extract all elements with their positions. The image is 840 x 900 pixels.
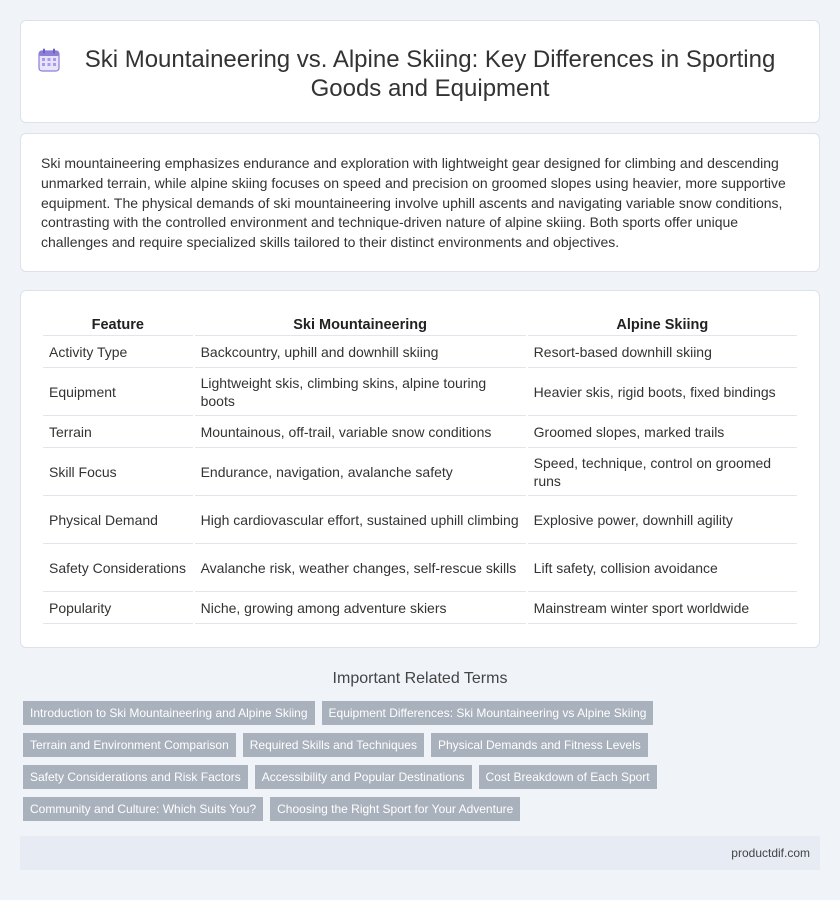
table-cell: High cardiovascular effort, sustained uphill climbing <box>195 496 526 544</box>
table-cell: Speed, technique, control on groomed runs <box>528 448 797 496</box>
table-cell: Explosive power, downhill agility <box>528 496 797 544</box>
related-term-tag[interactable]: Equipment Differences: Ski Mountaineering vs Alpine Skiing <box>322 701 654 725</box>
table-cell: Heavier skis, rigid boots, fixed bindings <box>528 368 797 416</box>
table-row <box>43 496 797 544</box>
term-row <box>23 701 823 725</box>
table-cell: Lift safety, collision avoidance <box>528 544 797 592</box>
table-row <box>43 336 797 368</box>
related-term-tag[interactable]: Community and Culture: Which Suits You? <box>23 797 263 821</box>
table-cell: Groomed slopes, marked trails <box>528 416 797 448</box>
intro-card <box>20 133 820 272</box>
comparison-table <box>41 313 799 624</box>
comparison-table-card <box>20 290 820 648</box>
table-cell: Mainstream winter sport worldwide <box>528 592 797 624</box>
table-header-row <box>43 313 797 336</box>
related-terms <box>23 701 823 829</box>
table-row <box>43 416 797 448</box>
related-term-tag[interactable]: Terrain and Environment Comparison <box>23 733 236 757</box>
table-cell: Niche, growing among adventure skiers <box>195 592 526 624</box>
related-term-tag[interactable]: Cost Breakdown of Each Sport <box>479 765 657 789</box>
term-row <box>23 733 823 757</box>
related-term-tag[interactable]: Introduction to Ski Mountaineering and Alpine Skiing <box>23 701 315 725</box>
title-card <box>20 20 820 123</box>
table-row <box>43 448 797 496</box>
related-terms-title: Important Related Terms <box>332 670 508 687</box>
table-row <box>43 592 797 624</box>
table-cell: Mountainous, off-trail, variable snow conditions <box>195 416 526 448</box>
calendar-icon <box>38 48 60 72</box>
table-cell: Resort-based downhill skiing <box>528 336 797 368</box>
table-cell: Popularity <box>43 592 193 624</box>
table-row <box>43 544 797 592</box>
table-cell: Safety Considerations <box>43 544 193 592</box>
table-cell: Terrain <box>43 416 193 448</box>
table-cell: Physical Demand <box>43 496 193 544</box>
table-cell: Backcountry, uphill and downhill skiing <box>195 336 526 368</box>
table-cell: Skill Focus <box>43 448 193 496</box>
header-alpine-skiing: Alpine Skiing <box>528 313 797 336</box>
header-ski-mountaineering: Ski Mountaineering <box>195 313 526 336</box>
footer <box>20 836 820 870</box>
related-term-tag[interactable]: Safety Considerations and Risk Factors <box>23 765 248 789</box>
related-term-tag[interactable]: Choosing the Right Sport for Your Adventure <box>270 797 520 821</box>
table-cell: Lightweight skis, climbing skins, alpine touring boots <box>195 368 526 416</box>
related-term-tag[interactable]: Physical Demands and Fitness Levels <box>431 733 648 757</box>
table-cell: Endurance, navigation, avalanche safety <box>195 448 526 496</box>
term-row <box>23 797 823 821</box>
header-feature: Feature <box>43 313 193 336</box>
page-title: Ski Mountaineering vs. Alpine Skiing: Key Differences in Sporting Goods and Equipment <box>84 46 776 102</box>
footer-site-link[interactable]: productdif.com <box>731 846 810 860</box>
intro-paragraph: Ski mountaineering emphasizes endurance and exploration with lightweight gear designed for climbing and descending unmarked terrain, while alpine skiing focuses on speed and precision on groomed slopes using heavier, more supportive equipment. The physical demands of ski mountaineering involve uphill ascents and navigating variable snow conditions, contrasting with the controlled environment and technique-driven nature of alpine skiing. Both sports offer unique challenges and require specialized skills tailored to their distinct environments and objectives. <box>41 155 786 251</box>
table-row <box>43 368 797 416</box>
related-term-tag[interactable]: Required Skills and Techniques <box>243 733 424 757</box>
related-term-tag[interactable]: Accessibility and Popular Destinations <box>255 765 472 789</box>
table-cell: Activity Type <box>43 336 193 368</box>
term-row <box>23 765 823 789</box>
table-cell: Equipment <box>43 368 193 416</box>
table-cell: Avalanche risk, weather changes, self-rescue skills <box>195 544 526 592</box>
